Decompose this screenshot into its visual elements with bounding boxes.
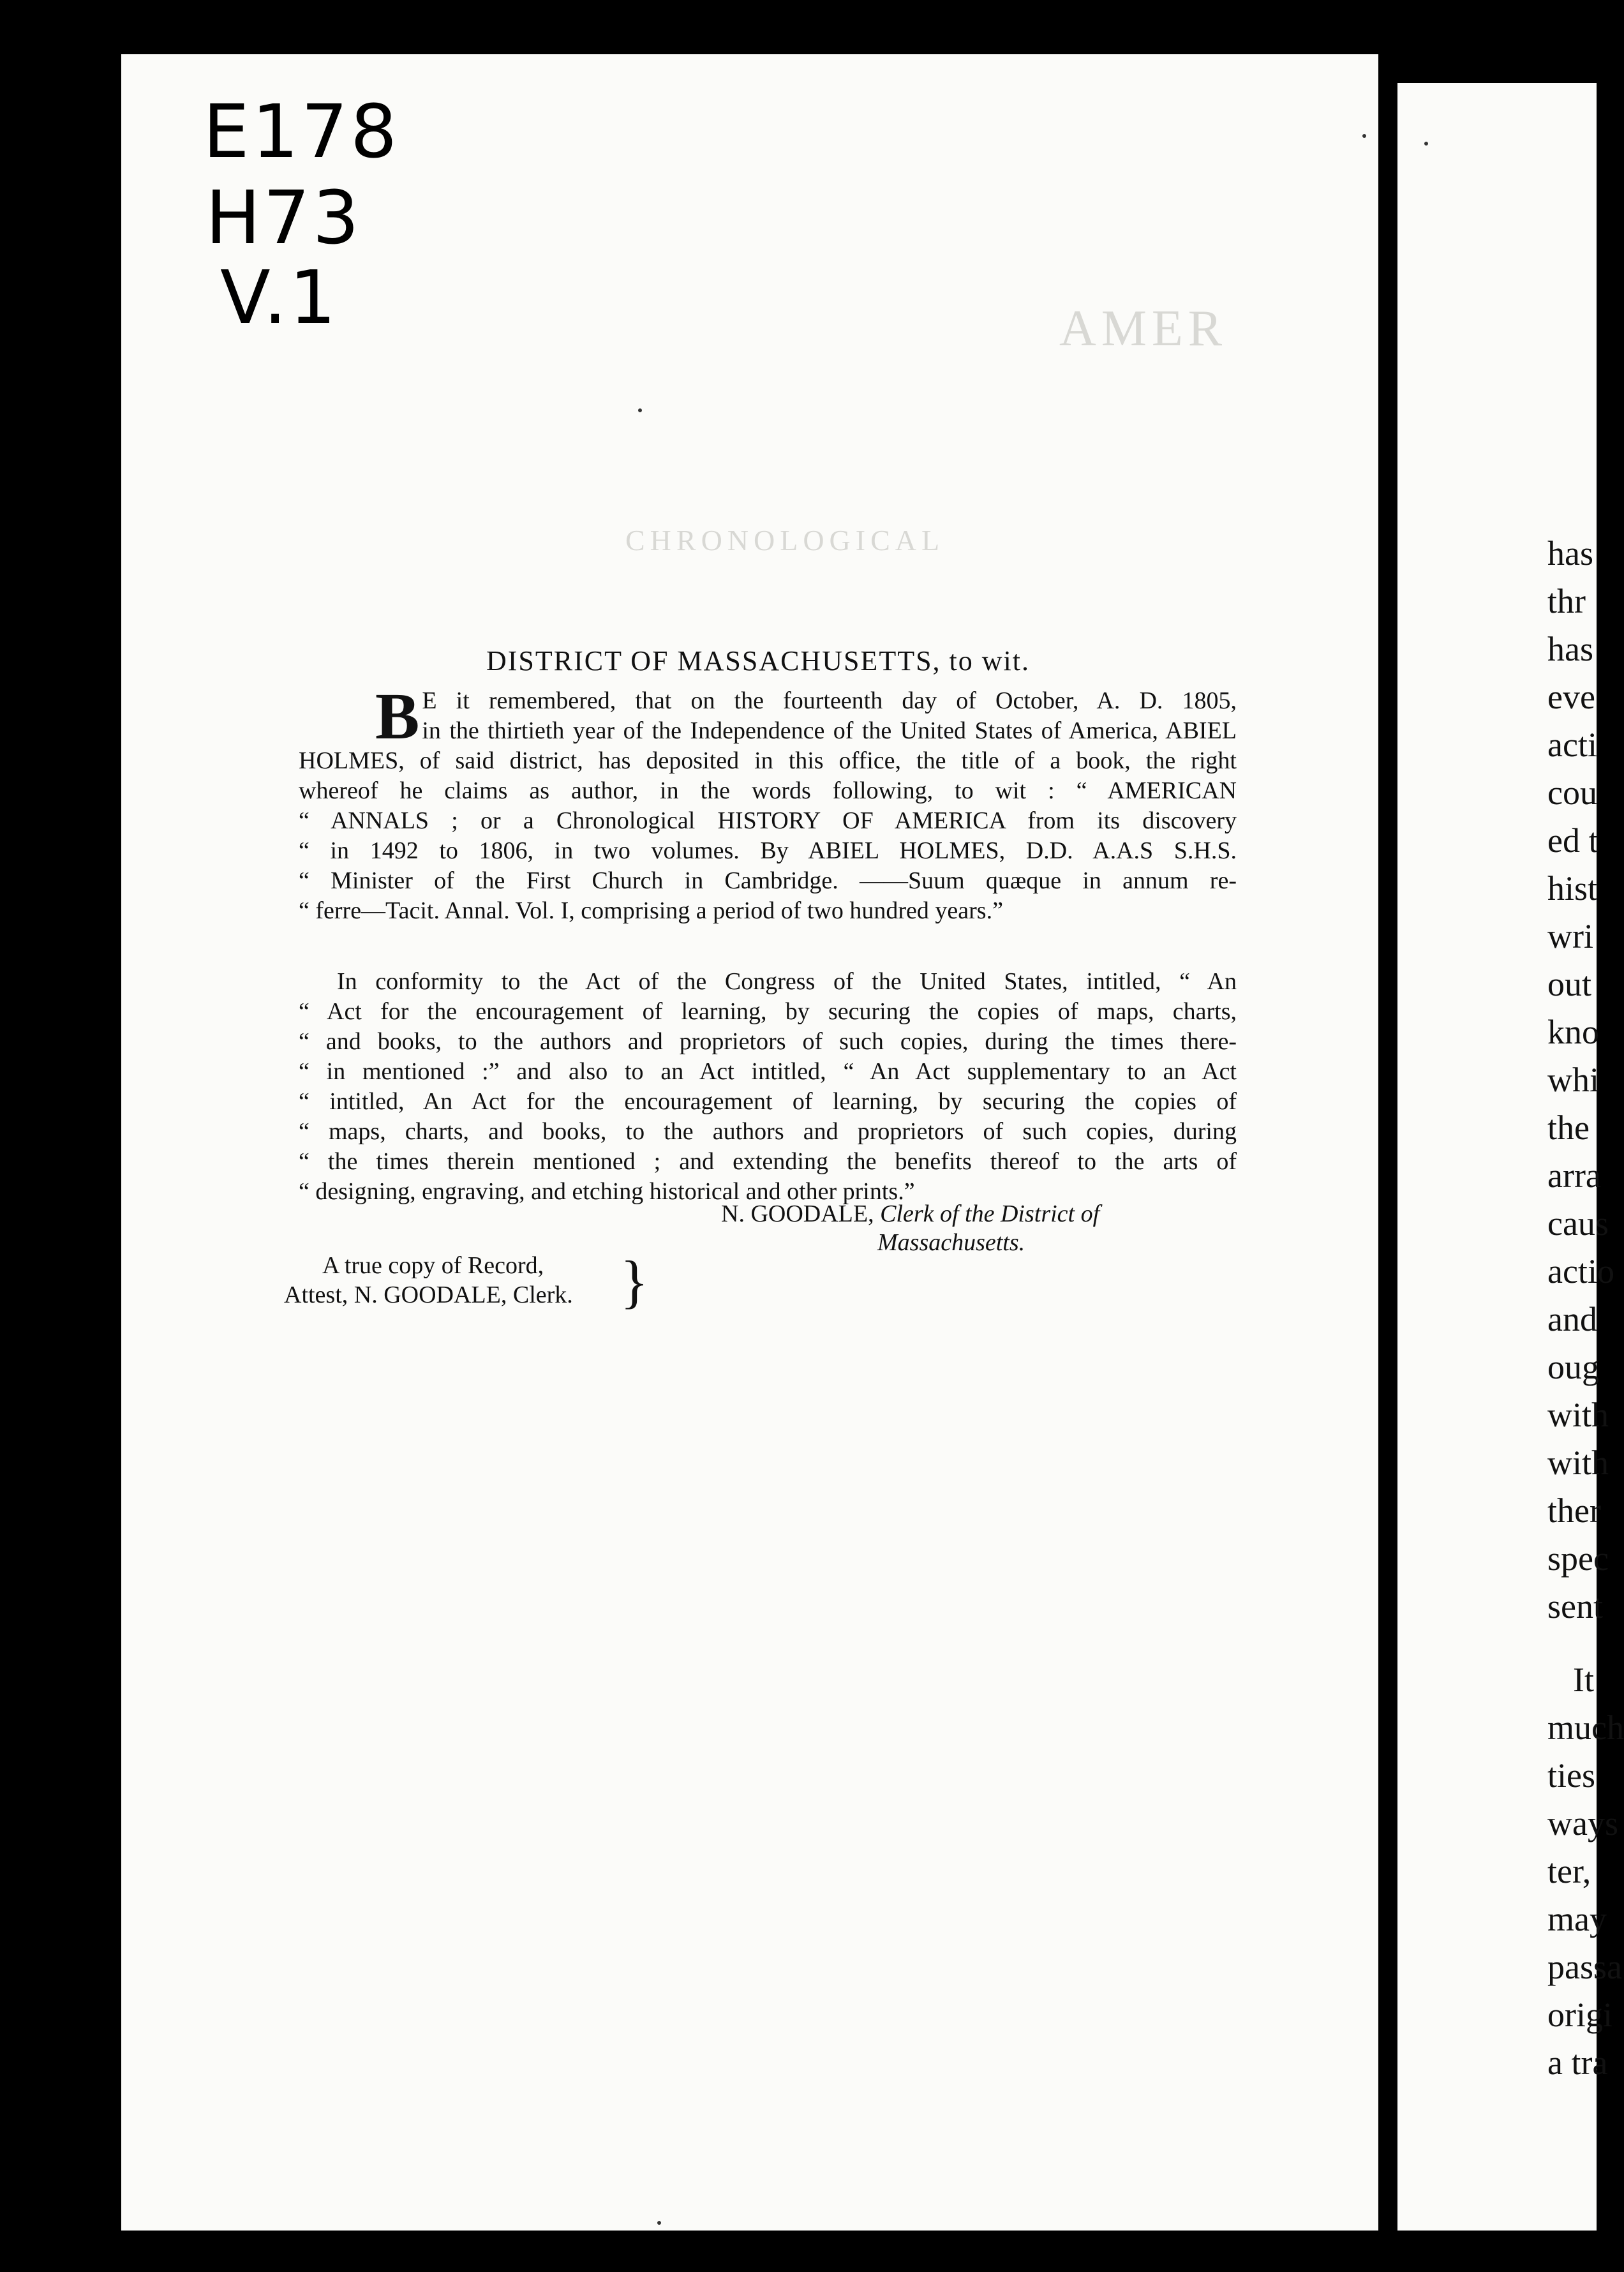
fragment: passa (1547, 1948, 1622, 1986)
fragment: sent (1547, 1587, 1603, 1626)
drop-cap: B (375, 680, 420, 753)
paragraph-line: “ ferre—Tacit. Annal. Vol. I, comprising a period of two hundred years.” (299, 897, 1003, 924)
fragment: cou (1547, 774, 1597, 812)
fragment: ed t (1547, 821, 1598, 860)
record-line-1: A true copy of Record, (322, 1252, 544, 1279)
paragraph-line: In conformity to the Act of the Congress of the United States, intitled, “ An (337, 968, 1237, 995)
fragment: with (1547, 1444, 1609, 1482)
paragraph-line: “ designing, engraving, and etching historical and other prints.” (299, 1178, 915, 1205)
fragment: a tra (1547, 2044, 1608, 2082)
right-page-text (1547, 530, 1624, 2087)
fragment: actio (1547, 1252, 1614, 1290)
fragment: with (1547, 1396, 1609, 1434)
fragment: oug (1547, 1348, 1599, 1386)
fragment: much (1547, 1708, 1624, 1747)
paragraph-line: HOLMES, of said district, has deposited in this office, the title of a book, the right (299, 747, 1237, 774)
fragment: hist (1547, 869, 1598, 908)
speck (1424, 142, 1428, 146)
fragment: kno (1547, 1013, 1599, 1051)
fragment: wri (1547, 917, 1593, 955)
fragment: spec (1547, 1539, 1609, 1578)
brace-symbol: } (620, 1249, 649, 1314)
clerk-name: N. GOODALE, (721, 1200, 874, 1227)
paragraph-line: “ maps, charts, and books, to the authors and proprietors of such copies, during (299, 1118, 1237, 1145)
paragraph-line: E it remembered, that on the fourteenth day of October, A. D. 1805, (422, 687, 1237, 714)
fragment: may (1547, 1900, 1607, 1938)
fragment: origi (1547, 1996, 1613, 2034)
conformity-paragraph (299, 967, 1237, 1207)
fragment: thr (1547, 582, 1586, 620)
fragment: arra (1547, 1156, 1601, 1195)
paragraph-line: “ in 1492 to 1806, in two volumes. By ABIEL HOLMES, D.D. A.A.S S.H.S. (299, 837, 1237, 864)
fragment: eve (1547, 678, 1595, 716)
fragment: It (1573, 1661, 1594, 1699)
speck (1362, 134, 1366, 138)
copyright-paragraph (299, 680, 1237, 926)
fragment: acti (1547, 726, 1597, 764)
call-number-line-2: H73 (205, 176, 362, 261)
call-number-line-1: E178 (203, 89, 400, 175)
record-line-2: Attest, N. GOODALE, Clerk. (284, 1282, 573, 1308)
clerk-district: Massachusetts. (877, 1229, 1025, 1256)
fragment: whi (1547, 1061, 1599, 1099)
paragraph-line: “ intitled, An Act for the encouragement of learning, by securing the copies of (299, 1088, 1237, 1115)
clerk-title: Clerk of the District of (880, 1200, 1100, 1227)
fragment: has (1547, 630, 1593, 668)
fragment: ther (1547, 1491, 1601, 1530)
fragment: ways (1547, 1804, 1618, 1842)
paragraph-line: “ Act for the encouragement of learning, by securing the copies of maps, charts, (299, 998, 1237, 1025)
paragraph-line: “ Minister of the First Church in Cambridge. ——Suum quæque in annum re- (299, 867, 1237, 894)
paragraph-line: “ and books, to the authors and proprietors of such copies, during the times there- (299, 1028, 1237, 1055)
paragraph-line: “ the times therein mentioned ; and extending the benefits thereof to the arts of (299, 1148, 1237, 1175)
fragment: the (1547, 1109, 1590, 1147)
paragraph-line: in the thirtieth year of the Independence of the United States of America, ABIEL (422, 717, 1237, 744)
fragment: ties (1547, 1756, 1595, 1795)
paragraph-line: “ in mentioned :” and also to an Act intitled, “ An Act supplementary to an Act (299, 1058, 1237, 1085)
paragraph-line: whereof he claims as author, in the words following, to wit : “ AMERICAN (299, 777, 1237, 804)
district-header: DISTRICT OF MASSACHUSETTS, to wit. (486, 645, 1030, 676)
record-attestation (284, 1251, 573, 1310)
fragment: has (1547, 534, 1593, 572)
signature-line (721, 1200, 1099, 1228)
fragment: and (1547, 1300, 1597, 1338)
speck (657, 2221, 661, 2225)
show-through-text: CHRONOLOGICAL (625, 524, 945, 557)
show-through-text: AMER (1059, 301, 1228, 357)
speck (638, 408, 642, 412)
paragraph-line: “ ANNALS ; or a Chronological HISTORY OF AMERICA from its discovery (299, 807, 1237, 834)
fragment: out (1547, 965, 1592, 1003)
fragment: caus (1547, 1204, 1609, 1243)
fragment: ter, (1547, 1852, 1591, 1890)
call-number-line-3: V.1 (220, 255, 339, 341)
